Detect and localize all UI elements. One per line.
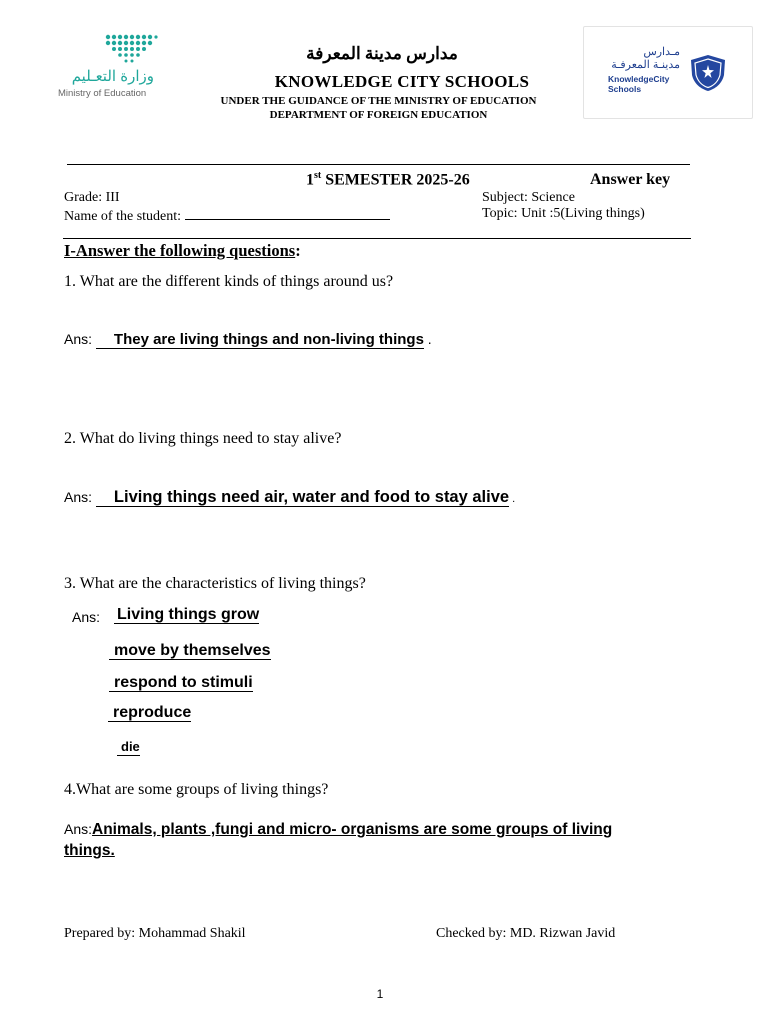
department-name: DEPARTMENT OF FOREIGN EDUCATION — [269, 109, 488, 121]
info-divider — [63, 238, 691, 239]
page-number: 1 — [376, 987, 384, 1001]
moe-logo-english: Ministry of Education — [58, 88, 147, 99]
question-1: 1. What are the different kinds of things around us? — [64, 273, 394, 290]
top-divider — [67, 164, 690, 165]
section-title-text: I-Answer the following questions — [64, 241, 296, 260]
answer-2-row — [64, 489, 515, 507]
answer-4-line2-row — [64, 842, 115, 860]
answer-2-period: . — [509, 493, 516, 505]
ans-label-3: Ans: — [72, 609, 101, 625]
student-name-label — [64, 206, 390, 225]
moe-dots-icon — [58, 33, 158, 67]
ans-label-4: Ans: — [64, 821, 93, 837]
semester-text: SEMESTER 2025-26 — [325, 171, 470, 189]
answer-4-row — [64, 821, 612, 839]
answer-3-item — [109, 642, 271, 660]
answer-3-respond: respond to stimuli — [109, 674, 253, 692]
semester-heading — [306, 170, 470, 189]
kc-logo-arabic-2: مدينـة المعرفـة — [611, 59, 680, 71]
school-name: KNOWLEDGE CITY SCHOOLS — [274, 72, 530, 91]
semester-sup: st — [314, 170, 322, 181]
answer-4-line2: things. — [64, 842, 115, 859]
prepared-by: Prepared by: Mohammad Shakil — [64, 926, 246, 941]
answer-3-reproduce: reproduce — [108, 704, 191, 722]
answer-3-item — [109, 674, 253, 692]
student-name-text: Name of the student: — [64, 209, 182, 224]
school-arabic-title: مدارس مدينة المعرفة — [306, 44, 458, 63]
answer-2: Living things need air, water and food to stay alive — [113, 488, 510, 506]
answer-1-blank — [96, 331, 424, 349]
answer-4-line1: Animals, plants ,fungi and micro- organisms are some groups of living — [92, 821, 613, 838]
question-4: 4.What are some groups of living things? — [64, 781, 329, 798]
question-3: 3. What are the characteristics of living things? — [64, 575, 366, 592]
answer-3-grow: Living things grow — [114, 606, 259, 624]
answer-1: They are living things and non-living things — [113, 331, 424, 348]
student-name-field[interactable] — [185, 206, 390, 220]
answer-2-blank — [96, 489, 509, 507]
subject-label: Subject: Science — [482, 190, 575, 205]
answer-3-die: die — [117, 738, 140, 756]
answer-3-move: move by themselves — [109, 642, 271, 660]
kc-logo-arabic-1: مـدارس — [643, 46, 680, 58]
answer-1-row — [64, 331, 432, 349]
moe-logo-arabic: وزارة التعـليم — [71, 68, 154, 85]
topic-label: Topic: Unit :5(Living things) — [482, 206, 645, 221]
answer-3-item — [108, 704, 191, 722]
answer-1-period: . — [423, 331, 432, 347]
shield-icon — [688, 53, 728, 93]
section-title-colon: : — [295, 241, 301, 260]
ministry-guidance: UNDER THE GUIDANCE OF THE MINISTRY OF EDUCATION — [220, 95, 537, 107]
kc-logo-english-2: Schools — [608, 84, 642, 94]
question-2: 2. What do living things need to stay alive? — [64, 430, 342, 447]
knowledge-city-logo — [583, 26, 753, 119]
ans-label-2: Ans: — [64, 489, 93, 505]
semester-ordinal: 1 — [306, 171, 314, 189]
ans-label-1: Ans: — [64, 331, 93, 347]
grade-label: Grade: III — [64, 190, 120, 205]
section-title — [64, 241, 301, 261]
answer-3-item — [117, 738, 140, 756]
answer-key-label: Answer key — [590, 171, 671, 188]
ministry-of-education-logo — [58, 33, 158, 101]
kc-logo-english-1: KnowledgeCity — [608, 74, 670, 84]
checked-by: Checked by: MD. Rizwan Javid — [436, 926, 616, 941]
answer-3-item — [114, 606, 259, 624]
